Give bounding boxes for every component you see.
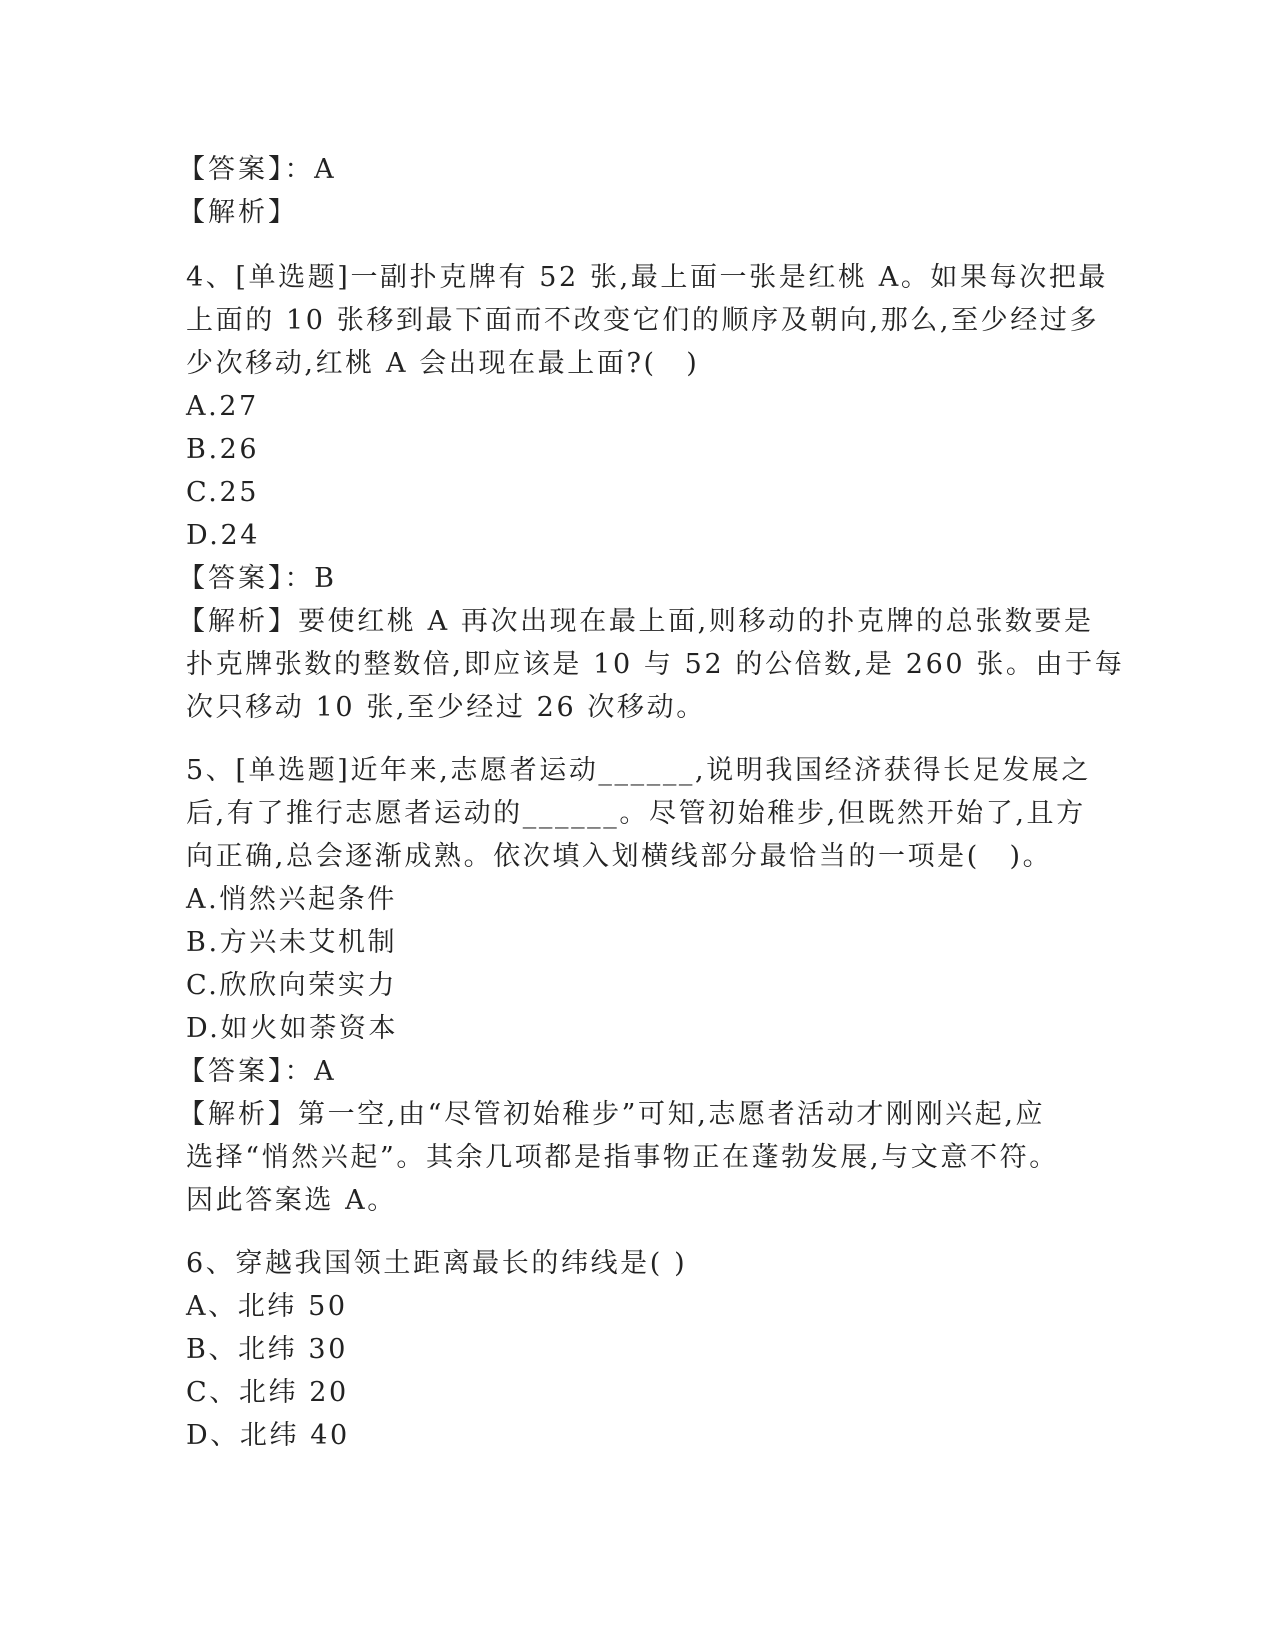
answer-label: 【答案】 bbox=[178, 154, 285, 185]
answer-value: A bbox=[314, 1056, 337, 1087]
q5-analysis-line: 选择“悄然兴起”。其余几项都是指事物正在蓬勃发展,与文意不符。 bbox=[186, 1142, 1059, 1173]
q6-option-b: B、北纬 30 bbox=[186, 1334, 348, 1365]
q4-analysis-line: 扑克牌张数的整数倍,即应该是 10 与 52 的公倍数,是 260 张。由于每 bbox=[186, 649, 1125, 680]
analysis-text: 第一空,由“尽管初始稚步”可知,志愿者活动才刚刚兴起,应 bbox=[298, 1099, 1046, 1130]
q5-stem-line: 后,有了推行志愿者运动的______。尽管初始稚步,但既然开始了,且方 bbox=[186, 798, 1086, 829]
question-6 bbox=[186, 1242, 1086, 1457]
q4-option-d: D.24 bbox=[186, 520, 261, 551]
q5-analysis-line: 因此答案选 A。 bbox=[186, 1185, 397, 1216]
question-4 bbox=[178, 256, 1125, 729]
q4-option-a: A.27 bbox=[186, 391, 259, 422]
q6-stem-line: 6、穿越我国领土距离最长的纬线是( ) bbox=[186, 1248, 688, 1279]
q5-option-a: A.悄然兴起条件 bbox=[186, 884, 397, 915]
q4-option-c: C.25 bbox=[186, 477, 260, 508]
q5-option-d: D.如火如荼资本 bbox=[186, 1013, 399, 1044]
q5-stem-line: 5、[单选题]近年来,志愿者运动______,说明我国经济获得长足发展之 bbox=[186, 755, 1092, 786]
q5-stem-line: 向正确,总会逐渐成熟。依次填入划横线部分最恰当的一项是( )。 bbox=[186, 841, 1053, 872]
analysis-text: 要使红桃 A 再次出现在最上面,则移动的扑克牌的总张数要是 bbox=[298, 606, 1094, 637]
q6-option-d: D、北纬 40 bbox=[186, 1420, 350, 1451]
analysis-label: 【解析】 bbox=[178, 197, 298, 228]
question-content bbox=[178, 148, 1125, 1457]
q5-analysis-line bbox=[178, 1093, 1086, 1136]
q4-stem-line: 4、[单选题]一副扑克牌有 52 张,最上面一张是红桃 A。如果每次把最 bbox=[186, 262, 1109, 293]
analysis-label: 【解析】 bbox=[178, 606, 298, 637]
analysis-label: 【解析】 bbox=[178, 1099, 298, 1130]
answer-value: A bbox=[314, 154, 337, 185]
answer-value: B bbox=[314, 563, 337, 594]
q4-stem-line: 少次移动,红桃 A 会出现在最上面?( ) bbox=[186, 348, 700, 379]
q4-analysis-line bbox=[178, 600, 1094, 643]
question-5 bbox=[178, 749, 1092, 1222]
answer-separator: ： bbox=[284, 1056, 315, 1087]
q6-option-a: A、北纬 50 bbox=[186, 1291, 348, 1322]
q6-option-c: C、北纬 20 bbox=[186, 1377, 349, 1408]
q4-analysis-line: 次只移动 10 张,至少经过 26 次移动。 bbox=[186, 692, 706, 723]
q4-option-b: B.26 bbox=[186, 434, 260, 465]
answer-label: 【答案】 bbox=[178, 563, 285, 594]
q5-answer-line bbox=[178, 1050, 1086, 1093]
answer-label: 【答案】 bbox=[178, 1056, 285, 1087]
q3-answer-line bbox=[178, 148, 1086, 191]
q4-stem-line: 上面的 10 张移到最下面而不改变它们的顺序及朝向,那么,至少经过多 bbox=[186, 305, 1100, 336]
q5-option-c: C.欣欣向荣实力 bbox=[186, 970, 398, 1001]
q4-answer-line bbox=[178, 557, 1086, 600]
q5-option-b: B.方兴未艾机制 bbox=[186, 927, 398, 958]
answer-separator: ： bbox=[284, 154, 315, 185]
q3-analysis-line bbox=[178, 191, 1086, 234]
answer-separator: ： bbox=[284, 563, 315, 594]
